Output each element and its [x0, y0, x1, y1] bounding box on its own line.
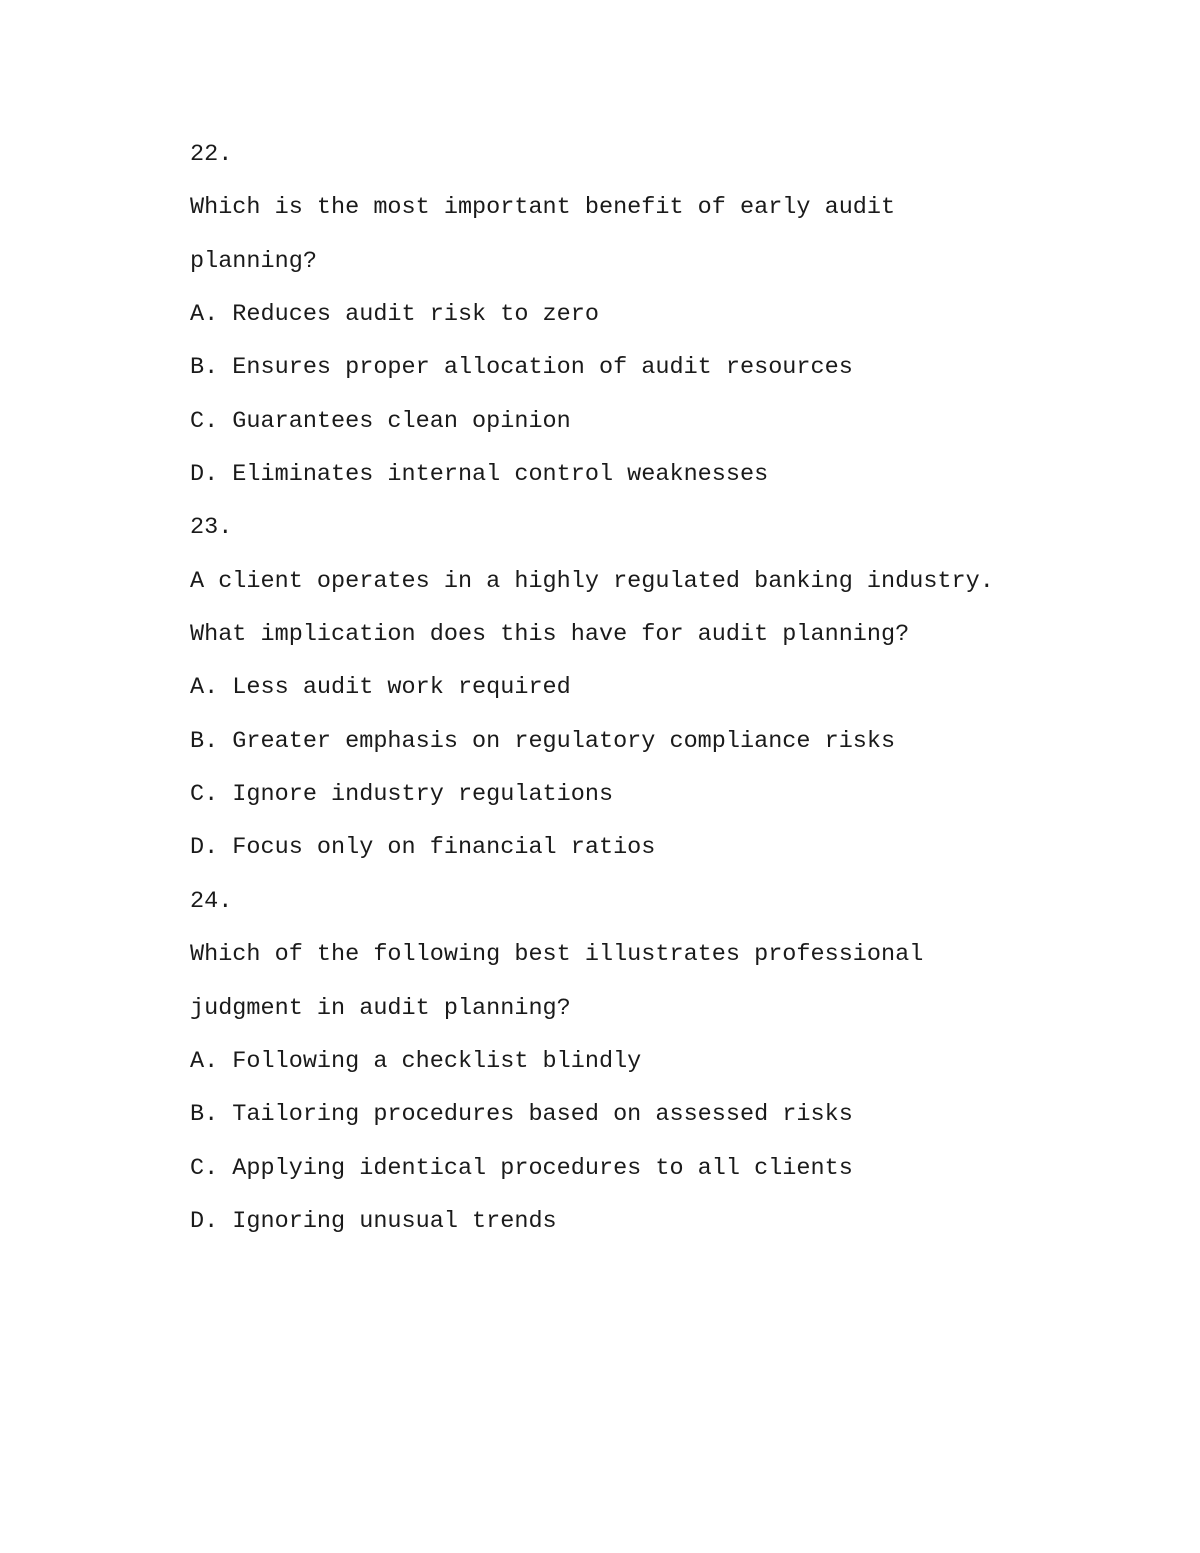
answer-option-c: C. Guarantees clean opinion — [190, 407, 571, 435]
question-stem-line: Which is the most important benefit of early audit — [190, 194, 896, 222]
answer-option-d: D. Focus only on financial ratios — [190, 834, 656, 862]
question-24 — [190, 875, 1090, 1248]
answer-option-a: A. Less audit work required — [190, 674, 571, 702]
question-stem-line: What implication does this have for audit planning? — [190, 621, 910, 649]
question-stem-line: A client operates in a highly regulated banking industry. — [190, 567, 994, 595]
answer-option-b: B. Greater emphasis on regulatory compliance risks — [190, 727, 896, 755]
question-number: 22. — [190, 141, 233, 168]
question-stem-line: Which of the following best illustrates professional — [190, 941, 924, 969]
question-list — [190, 128, 1090, 1248]
question-number: 24. — [190, 887, 233, 915]
answer-option-a: A. Reduces audit risk to zero — [190, 301, 599, 329]
question-23 — [190, 501, 1090, 874]
question-stem-line: judgment in audit planning? — [190, 994, 571, 1022]
answer-option-b: B. Tailoring procedures based on assessed risks — [190, 1101, 853, 1129]
answer-option-b: B. Ensures proper allocation of audit resources — [190, 354, 853, 382]
question-22 — [190, 128, 1090, 501]
question-number: 23. — [190, 514, 233, 542]
question-stem-line: planning? — [190, 247, 317, 275]
answer-option-c: C. Ignore industry regulations — [190, 781, 614, 809]
answer-option-c: C. Applying identical procedures to all clients — [190, 1154, 853, 1182]
answer-option-d: D. Eliminates internal control weaknesses — [190, 461, 769, 489]
answer-option-a: A. Following a checklist blindly — [190, 1047, 642, 1075]
answer-option-d: D. Ignoring unusual trends — [190, 1207, 557, 1235]
